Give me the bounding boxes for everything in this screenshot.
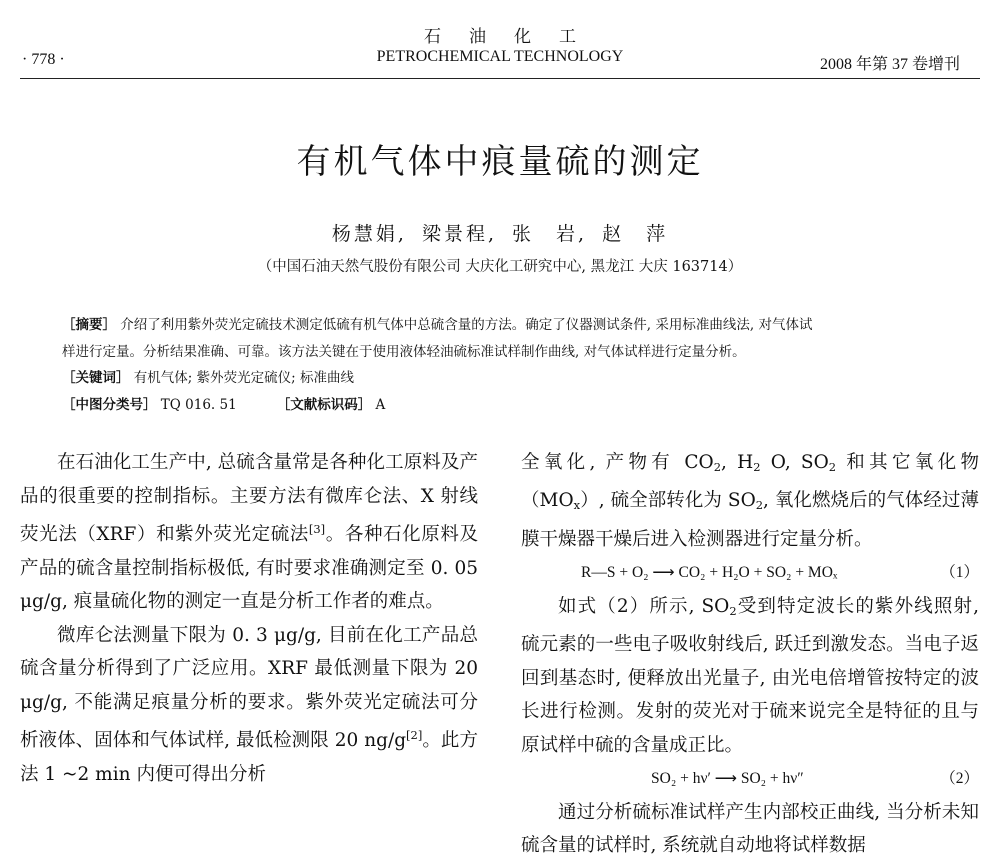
equation-1-body: R—S + O₂ ⟶ CO₂ + H₂O + SO₂ + MOₓ (581, 564, 838, 582)
citation-3[interactable]: [3] (308, 522, 326, 536)
article-title: 有机气体中痕量硫的测定 (296, 142, 704, 182)
classification-label: ［中图分类号］ (62, 397, 157, 413)
classification (62, 393, 952, 413)
equation-2-body: SO₂ + hν′ ⟶ SO₂ + hν″ (651, 770, 804, 788)
paragraph-3: 如式（2）所示, $SO_2$受到特定波长的紫外线照射, 硫元素的一些电子吸收射线后, 跃迁到激发态。当电子返回到基态时, 便释放出光量子, 由光电倍增管按特定的波长进行检测。发射的荧光对于硫来说完全是特征的且与原试样中硫的含量成正比。 (521, 595, 980, 756)
abstract-line-2: 样进行定量。分析结果准确、可靠。该方法关键在于使用液体轻油硫标准试样制作曲线, 对气体试样进行定量分析。 (62, 344, 746, 360)
equation-2 (521, 762, 979, 796)
classification-value: TQ 016. 51 (160, 397, 237, 413)
equation-2-number: （2） (940, 770, 979, 788)
doc-code-value: A (375, 397, 386, 413)
paragraph-4: 通过分析硫标准试样产生内部校正曲线, 当分析未知硫含量的试样时, 系统就自动地将试样数据 (521, 801, 979, 857)
paragraph-1: 在石油化工生产中, 总硫含量常是各种化工原料及产品的很重要的控制指标。主要方法有微库仑法、X 射线荧光法（XRF）和紫外荧光定硫法[3]。各种石化原料及产品的硫含量控制指标极低, 有时要求准确测定至 0. 05 μg/g, 痕量硫化物的测定一直是分析工作者的难点。 (20, 452, 478, 613)
doc-code-label: ［文献标识码］ (276, 397, 372, 413)
journal-title-cn: 石油化工 (424, 27, 604, 47)
journal-title-en: PETROCHEMICAL TECHNOLOGY (376, 48, 624, 65)
abstract-label: ［摘要］ (62, 317, 116, 333)
paragraph-2: 微库仑法测量下限为 0. 3 μg/g, 目前在化工产品总硫含量分析得到了广泛应用。XRF 最低测量下限为 20 μg/g, 不能满足痕量分析的要求。紫外荧光定硫法可分析液体、固体和气体试样, 最低检测限 20 ng/g[2]。此方法 1 ~2 min 内便可得出分析 (20, 624, 478, 785)
author-list: 杨慧娟, 梁景程, 张 岩, 赵 萍 (331, 223, 669, 245)
citation-2[interactable]: [2] (406, 728, 423, 743)
equation-1-number: （1） (940, 564, 979, 582)
page-number: · 778 · (22, 51, 65, 68)
issue-info: 2008 年第 37 卷增刊 (819, 56, 960, 73)
affiliation: （中国石油天然气股份有限公司 大庆化工研究中心, 黑龙江 大庆 163714） (257, 259, 743, 275)
body-column-right (521, 446, 979, 863)
abstract-text-1: 介绍了利用紫外荧光定硫技术测定低硫有机气体中总硫含量的方法。确定了仪器测试条件, 采用标准曲线法, 对气体试 (120, 317, 813, 333)
equation-1 (521, 556, 979, 590)
abstract-line-1 (62, 313, 952, 333)
body-column-left (20, 446, 478, 791)
keywords-label: ［关键词］ (62, 370, 130, 386)
header-rule (20, 78, 980, 79)
keywords-text: 有机气体; 紫外荧光定硫仪; 标准曲线 (133, 370, 354, 386)
keywords (62, 366, 952, 386)
paragraph-continued: 全氧化, 产物有 $CO_2$, $H_2$ O, $SO_2$ 和其它氧化物$(MO_x)$, 硫全部转化为 $SO_2$, 氧化燃烧后的气体经过薄膜干燥器干燥后进入检测器进行定量分析。 (521, 452, 979, 550)
